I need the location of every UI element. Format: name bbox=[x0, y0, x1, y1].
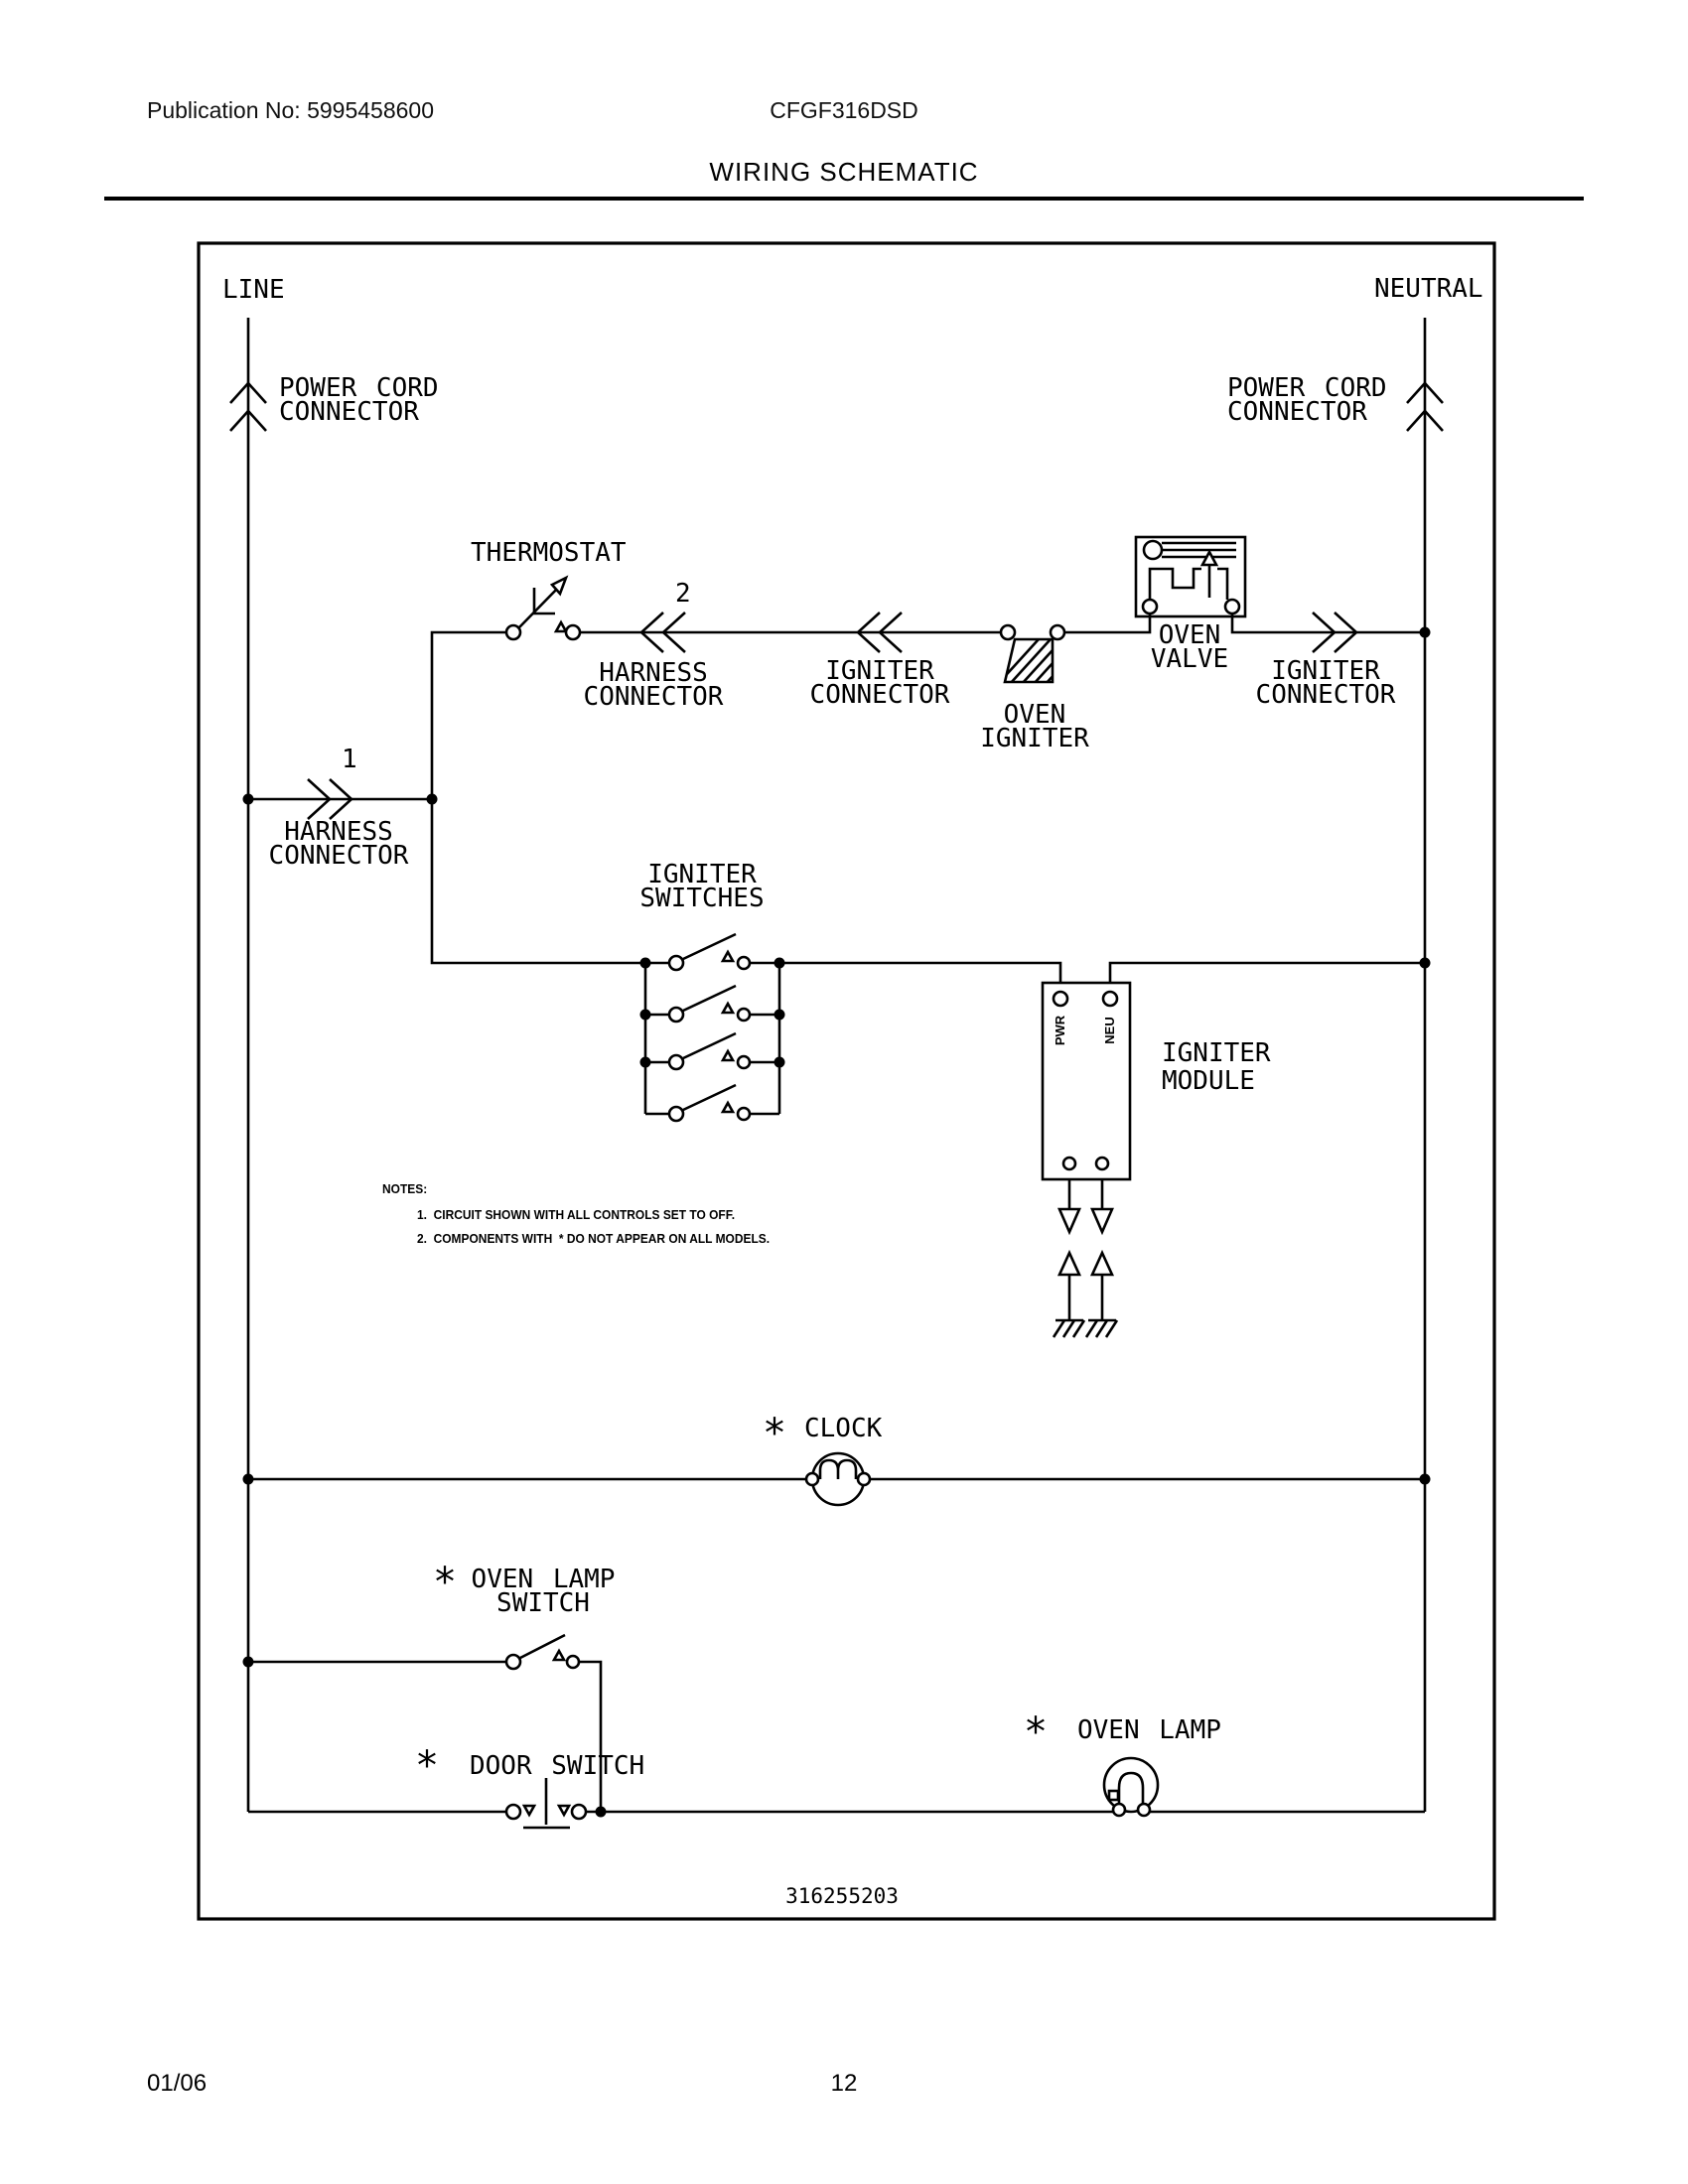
igniter-switches-label: IGNITER SWITCHES bbox=[639, 860, 765, 913]
harness-connector-1-number: 1 bbox=[342, 745, 357, 774]
thermostat-symbol bbox=[506, 578, 580, 639]
page-title: WIRING SCHEMATIC bbox=[709, 157, 979, 187]
oven-lamp-symbol bbox=[1104, 1758, 1158, 1816]
oven-lamp-asterisk: * bbox=[1026, 1709, 1046, 1755]
harness-connector-2-number: 2 bbox=[675, 579, 691, 609]
clock-label: CLOCK bbox=[804, 1414, 883, 1443]
harness-connector-2-label: HARNESS CONNECTOR bbox=[583, 658, 724, 712]
oven-igniter-label: OVEN IGNITER bbox=[980, 700, 1089, 753]
thermostat-label: THERMOSTAT bbox=[471, 538, 627, 568]
note-item-1: 1. CIRCUIT SHOWN WITH ALL CONTROLS SET TO OFF. bbox=[417, 1207, 736, 1222]
diagram-border-box bbox=[199, 243, 1494, 1919]
oven-lamp-switch-symbol bbox=[506, 1635, 579, 1669]
junction-dots bbox=[243, 627, 1431, 1818]
oven-valve-label: OVEN VALVE bbox=[1150, 620, 1229, 674]
oven-lamp-switch-label: OVEN LAMP SWITCH bbox=[471, 1565, 616, 1618]
model-number: CFGF316DSD bbox=[770, 97, 918, 123]
oven-lamp-label: OVEN LAMP bbox=[1077, 1715, 1221, 1745]
door-switch-asterisk: * bbox=[417, 1743, 437, 1789]
igniter-switches-symbol bbox=[669, 934, 750, 1121]
module-pwr-label: PWR bbox=[1053, 1015, 1067, 1046]
harness-connector-1-label: HARNESS CONNECTOR bbox=[268, 817, 409, 871]
power-cord-connector-right-label: POWER CORD CONNECTOR bbox=[1227, 373, 1387, 427]
footer-page-number: 12 bbox=[830, 2070, 858, 2097]
oven-valve-symbol bbox=[1136, 537, 1245, 616]
oven-lamp-switch-asterisk: * bbox=[435, 1560, 455, 1605]
spark-electrodes-symbol bbox=[1054, 1209, 1117, 1337]
footer-date: 01/06 bbox=[147, 2070, 208, 2097]
power-cord-connector-left-label: POWER CORD CONNECTOR bbox=[279, 373, 439, 427]
igniter-module-symbol bbox=[1043, 983, 1130, 1179]
schematic-part-number: 316255203 bbox=[785, 1884, 899, 1908]
publication-number: Publication No: 5995458600 bbox=[147, 97, 435, 123]
notes-heading: NOTES: bbox=[382, 1181, 428, 1196]
clock-asterisk: * bbox=[765, 1411, 784, 1456]
clock-symbol bbox=[806, 1453, 870, 1505]
igniter-connector-right-label: IGNITER CONNECTOR bbox=[1255, 656, 1396, 710]
line-label: LINE bbox=[222, 275, 285, 305]
door-switch-symbol bbox=[506, 1778, 586, 1828]
oven-igniter-symbol bbox=[988, 625, 1095, 695]
igniter-connector-left-label: IGNITER CONNECTOR bbox=[809, 656, 950, 710]
note-item-2: 2. COMPONENTS WITH * DO NOT APPEAR ON ALL MODELS. bbox=[417, 1231, 771, 1246]
neutral-label: NEUTRAL bbox=[1374, 274, 1483, 304]
door-switch-label: DOOR SWITCH bbox=[470, 1751, 645, 1781]
module-neu-label: NEU bbox=[1102, 1017, 1117, 1044]
igniter-module-label: IGNITER MODULE bbox=[1162, 1038, 1271, 1096]
